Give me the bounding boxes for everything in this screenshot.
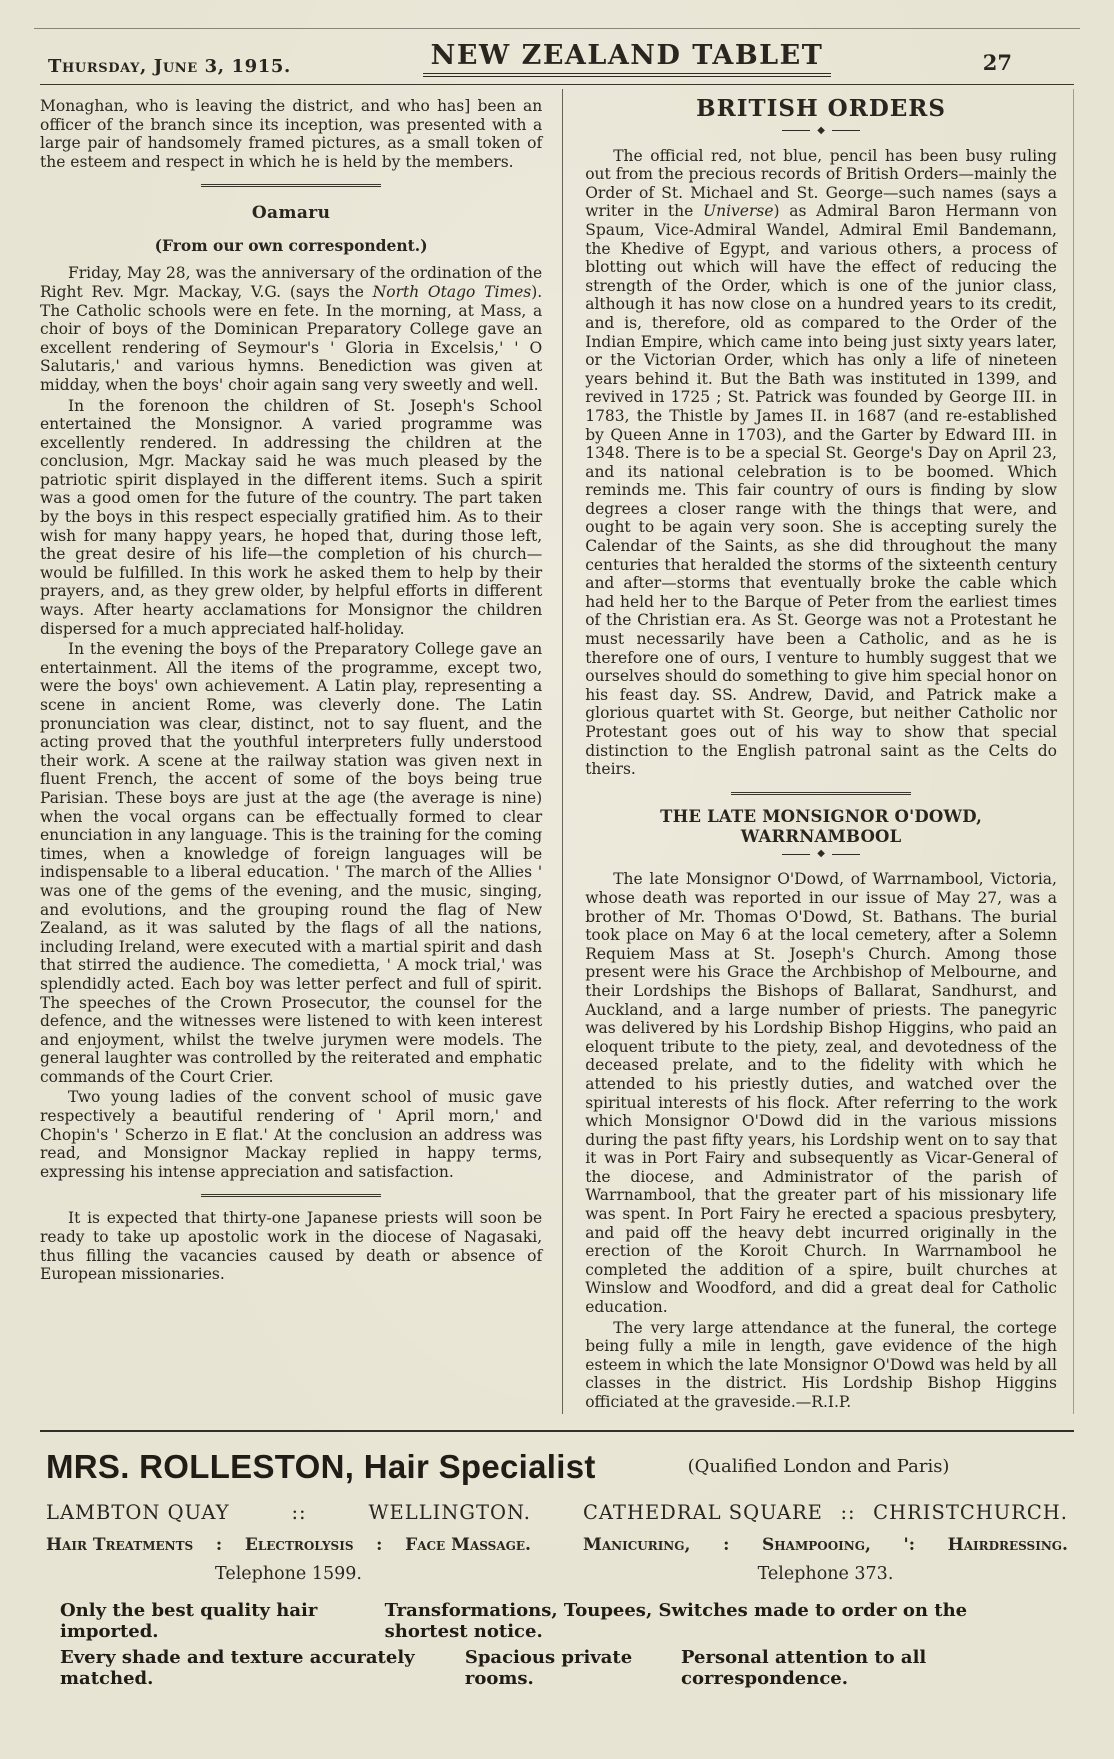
advert-service: Hair Treatments [46,1534,194,1555]
paragraph-text: The official red, not blue, pencil has been busy ruling out from the precious records of British Orders—mainly the Order of St. Michael and St. George—such names (says a writer in the [585,146,1057,221]
section-divider [731,792,911,795]
advert-footer-text: Only the best quality hair imported. [60,1599,318,1642]
christchurch-address-line [583,1501,1068,1524]
advert-separator: :: [840,1500,856,1524]
diamond-ornament-icon: ◆ [817,848,825,860]
italic-publication-name: North Otago Times [372,282,532,301]
monaghan-continuation-paragraph: Monaghan, who is leaving the district, and who has] been an officer of the branch since its inception, was presented with a large pair of handsomely framed pictures, as a small token of the esteem and respect in which he is held by the members. [40,97,543,171]
advert-city: WELLINGTON. [368,1500,531,1524]
odowd-paragraph-1: The late Monsignor O'Dowd, of Warrnambool, Victoria, whose death was reported in our issue of May 27, was a brother of Mr. Thomas O'Dowd, St. Bathans. The burial took place on May 6 at the local cemetery, after a Solemn Requiem Mass at St. Joseph's Church. Among those present were his Grace the Archbishop of Melbourne, and their Lordships the Bishops of Ballarat, Sandhurst, and Auckland, and a large number of priests. The panegyric was delivered by his Lordship Bishop Higgins, who paid an eloquent tribute to the piety, zeal, and devotedness of the deceased prelate, and to the fidelity with which he attended to his priestly duties, and watched over the spiritual interests of his flock. After referring to the work which Monsignor O'Dowd did in the various missions during the past fifty years, his Lordship went on to say that it was in Port Fairy and subsequently as Vicar-General of the diocese, and Administrator of the parish of Warrnambool, that the greater part of his missionary life was spent. In Port Fairy he erected a spacious presbytery, and paid off the heavy debt incurred originally in the erection of the Koroit Church. In Warrnambool he completed the addition of a spire, built churches at Winslow and Woodford, and did a great deal for Catholic education. [585,870,1057,1317]
paragraph-text: ) as Admiral Baron Hermann von Spaum, Vice-Admiral Wandel, Admiral Emil Bandemann, the Khedive of Egypt, and various others, a process of blotting out which will have the effect of reducing the strength of the Order, which is one of the junior class, although it has now close on a hundred years to its credit, and is, therefore, old as compared to the Order of the Indian Empire, which came into being just sixty years later, or the Victorian Order, which has only a life of nineteen years behind it. But the Bath was instituted in 1399, and revived in 1725 ; St. Patrick was founded by George III. in 1783, the Thistle by James II. in 1687 (and re-established by Queen Anne in 1703), and the Garter by Edward III. in 1348. There is to be a special St. George's Day on April 23, and its national celebration is to be boomed. Which reminds me. This fair country of ours is finding by slow degrees a closer range with the things that were, and ought to be again very soon. She is accepting surely the Calendar of the Saints, as she did throughout the many centuries that heralded the storms of the sixteenth century and after—storms that eventually broke the cable which had held her to the Barque of Peter from the earliest times of the Christian era. As St. George was not a Protestant he must necessarily have been a Catholic, and as he is therefore one of ours, I venture to humbly suggest that we ourselves should do something to give him special honor on his feast day. SS. Andrew, David, and Patrick make a glorious quartet with St. George, but neither Catholic nor Protestant goes out of his way to show that special distinction to the English patronal saint as the Celts do theirs. [585,202,1057,779]
page-title: NEW ZEALAND TABLET [423,40,832,77]
advert-wellington-column [46,1501,531,1584]
odowd-paragraph-2: The very large attendance at the funeral, the cortege being fully a mile in length, gave evidence of the high esteem in which the late Monsignor O'Dowd was held by all classes in the district. His Lordship Bishop Higgins officiated at the graveside.—R.I.P. [585,1318,1057,1411]
columns [40,89,1074,1414]
advert-city: CHRISTCHURCH. [873,1500,1068,1524]
advert-location: CATHEDRAL SQUARE [583,1500,823,1524]
paragraph-text: Friday, May 28, was the anniversary of the ordination of the Right Rev. Mgr. Mackay, V.G. (says the [40,264,543,301]
oamaru-paragraph-2: In the forenoon the children of St. Joseph's School entertained the Monsignor. A varied programme was excellently rendered. In addressing the children at the conclusion, Mgr. Mackay said he was much pleased by the patriotic spirit displayed in the different items. Such a spirit was a good omen for the future of the country. The part taken by the boys in this respect especially gratified him. As to their wish for many happy years, he hoped that, during those left, the great desire of his life—the completion of his church—would be fulfilled. In this work he asked them to help by their prayers, and, as they grew older, by helpful efforts in different ways. After hearty acclamations for Monsignor the children dispersed for a much appreciated half-holiday. [40,396,543,638]
wellington-address-line [46,1501,531,1524]
rolleston-advert [40,1430,1074,1689]
correspondent-byline: (From our own correspondent.) [154,235,428,255]
advert-footer [46,1600,1068,1689]
oamaru-paragraph-3: In the evening the boys of the Preparatory College gave an entertainment. All the items of the programme, except two, were the boys' own achievement. A Latin play, representing a scene in ancient Rome, was cleverly done. The Latin pronunciation was clear, distinct, not to say fluent, and the acting proved that the youthful interpreters fully understood their work. A scene at the railway station was given next in fluent French, the accent of some of the boys being true Parisian. These boys are just at the age (the average is nine) when the vocal organs can be effectually formed to clear enunciation in any language. This is the training for the coming times, when a knowledge of foreign languages will be indispensable to a liberal education. ' The march of the Allies ' was one of the gems of the evening, and the music, singing, and evolutions, and the grouping round the flag of New Zealand, as it was saluted by the flags of all the nations, including Ireland, were executed with a martial spirit and dash that stirred the audience. The comedietta, ' A mock trial,' was splendidly acted. Each boy was letter perfect and full of spirit. The speeches of the Crown Prosecutor, the counsel for the defence, and the witnesses were listened to with keen interest and enjoyment, whilst the twelve jurymen were models. The general laughter was controlled by the reiterated and emphatic commands of the Court Crier. [40,640,543,1086]
advert-footer-text: Transformations, Toupees, Switches made to order on the shortest notice. [384,1599,968,1642]
advert-location: LAMBTON QUAY [46,1500,230,1524]
christchurch-services-line [583,1535,1068,1555]
advert-title-row [46,1448,1068,1486]
ornament-line [832,854,860,855]
advert-separator: : [215,1534,223,1555]
paragraph-text: ). The Catholic schools were en fete. In the morning, at Mass, a choir of boys of the Dominican Preparatory College gave an excellent rendering of Seymour's ' Gloria in Excelsis,' ' O Salutaris,' and various hymns. Benediction was given at midday, when the boys' choir again sang very sweetly and well. [40,282,543,394]
oamaru-heading: Oamaru [251,203,331,224]
italic-publication-name: Universe [703,202,774,221]
odowd-heading: THE LATE MONSIGNOR O'DOWD, WARRNAMBOOL [660,806,983,846]
japanese-priests-note: It is expected that thirty-one Japanese priests will soon be ready to take up apostolic work in the diocese of Nagasaki, thus filling the vacancies caused by death or absence of European missionaries. [40,1209,543,1284]
heading-ornament [585,849,1057,859]
advert-footer-text: Spacious private rooms. [464,1646,633,1689]
oamaru-paragraph-4: Two young ladies of the convent school of music gave respectively a beautiful rendering of ' April morn,' and Chopin's ' Scherzo in E flat.' At the conclusion an address was read, and Monsignor Mackay replied in happy terms, expressing his intense appreciation and satisfaction. [40,1088,543,1181]
advert-columns [46,1501,1068,1584]
diamond-ornament-icon: ◆ [817,124,825,136]
left-column [40,89,563,1414]
page-number: 27 [982,50,1012,75]
section-divider [201,184,381,187]
advert-separator: : [376,1534,383,1555]
heading-ornament [585,126,1057,136]
wellington-services-line [46,1535,531,1555]
british-orders-paragraph [585,147,1057,779]
top-rule [34,28,1080,29]
advert-service: Hairdressing. [947,1534,1068,1555]
section-divider [201,1194,381,1197]
advert-title: MRS. ROLLESTON, Hair Specialist [46,1447,596,1485]
advert-service: Shampooing, [762,1534,871,1555]
advert-service: Face Massage. [405,1534,531,1555]
issue-date: Thursday, June 3, 1915. [48,56,291,77]
oamaru-paragraph-1 [40,264,542,394]
advert-separator: : [723,1534,730,1555]
advert-separator: :: [291,1500,307,1524]
advert-qualification: (Qualified London and Paris) [687,1456,950,1478]
advert-service: Manicuring, [583,1534,691,1555]
ornament-line [782,854,810,855]
advert-service: Electrolysis [244,1534,354,1555]
advert-footer-line-1 [46,1600,1068,1642]
ornament-line [832,130,860,131]
right-column [563,89,1074,1414]
advert-footer-text: Every shade and texture accurately matched. [60,1646,415,1689]
masthead-title [340,40,914,77]
advert-separator: ': [903,1534,916,1555]
advert-christchurch-column [583,1501,1068,1584]
british-orders-heading: BRITISH ORDERS [696,95,947,122]
ornament-line [782,130,810,131]
advert-footer-line-2 [46,1647,1068,1689]
masthead [40,28,1074,85]
advert-footer-text: Personal attention to all correspondence. [681,1646,927,1689]
christchurch-phone: Telephone 373. [757,1563,894,1584]
wellington-phone: Telephone 1599. [215,1563,362,1584]
